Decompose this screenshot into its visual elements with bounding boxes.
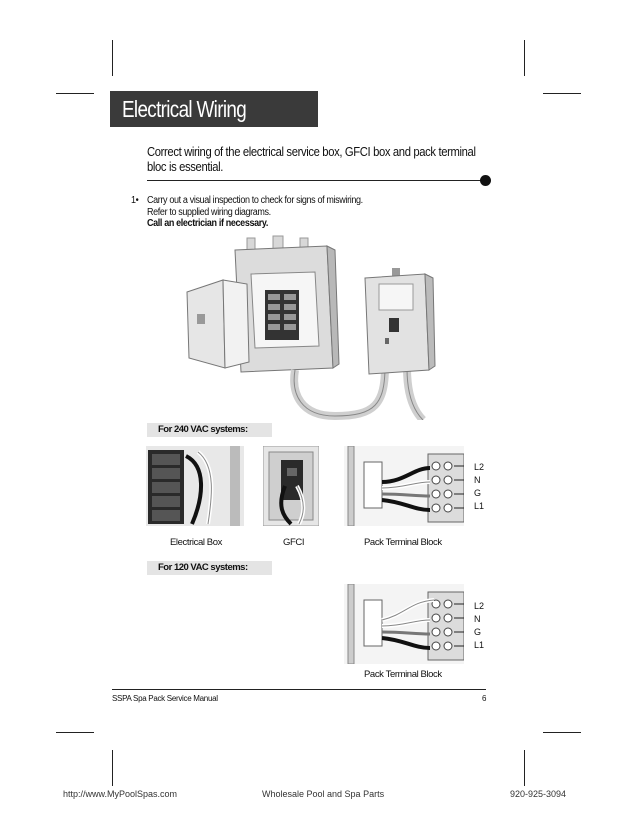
crop-mark: [524, 750, 525, 786]
gfci-photo: [263, 446, 319, 526]
wire-labels-240: [474, 461, 484, 513]
wire-label-g: G: [474, 627, 482, 637]
crop-mark: [56, 93, 94, 94]
rule-end-dot: [480, 175, 491, 186]
crop-mark: [56, 732, 94, 733]
caption-electrical-box: Electrical Box: [170, 537, 222, 548]
wire-label-l2: L2: [474, 601, 485, 611]
crop-mark: [543, 732, 581, 733]
label-240-vac: For 240 VAC systems:: [147, 423, 272, 437]
wire-label-g: G: [474, 488, 482, 498]
crop-mark: [524, 40, 525, 76]
pack-terminal-block-120-drawing: [344, 584, 464, 664]
wire-labels-120: [474, 600, 484, 652]
pack-terminal-block-240-drawing: [344, 446, 464, 526]
footer-page-number: 6: [482, 694, 487, 703]
step-line: Refer to supplied wiring diagrams.: [147, 206, 271, 218]
step-number: 1•: [131, 195, 139, 206]
crop-mark: [112, 750, 113, 786]
footer-rule: [112, 689, 486, 690]
section-title: Electrical Wiring: [122, 96, 247, 122]
bottom-url: http://www.MyPoolSpas.com: [63, 789, 178, 799]
wire-label-n: N: [474, 614, 481, 624]
wire-label-n: N: [474, 475, 481, 485]
label-120-vac: For 120 VAC systems:: [147, 561, 272, 575]
wire-label-l1: L1: [474, 640, 485, 650]
service-panel-illustration: [185, 234, 450, 420]
bottom-company: Wholesale Pool and Spa Parts: [262, 789, 385, 799]
intro-rule: [147, 180, 482, 181]
footer-manual-title: SSPA Spa Pack Service Manual: [112, 694, 218, 703]
caption-pack-terminal-120: Pack Terminal Block: [364, 669, 442, 680]
caption-pack-terminal-240: Pack Terminal Block: [364, 537, 442, 548]
wire-label-l1: L1: [474, 501, 485, 511]
caption-gfci: GFCI: [283, 537, 305, 548]
wire-label-l2: L2: [474, 462, 485, 472]
crop-mark: [543, 93, 581, 94]
step-text: [147, 195, 363, 230]
crop-mark: [112, 40, 113, 76]
electrical-box-photo: [146, 446, 244, 526]
step-bold-line: Call an electrician if necessary.: [147, 218, 269, 229]
intro-text: Correct wiring of the electrical service box, GFCI box and pack terminal bloc is essential.: [147, 145, 476, 174]
step-line: Carry out a visual inspection to check for signs of miswiring.: [147, 195, 363, 206]
bottom-phone: 920-925-3094: [510, 789, 567, 799]
